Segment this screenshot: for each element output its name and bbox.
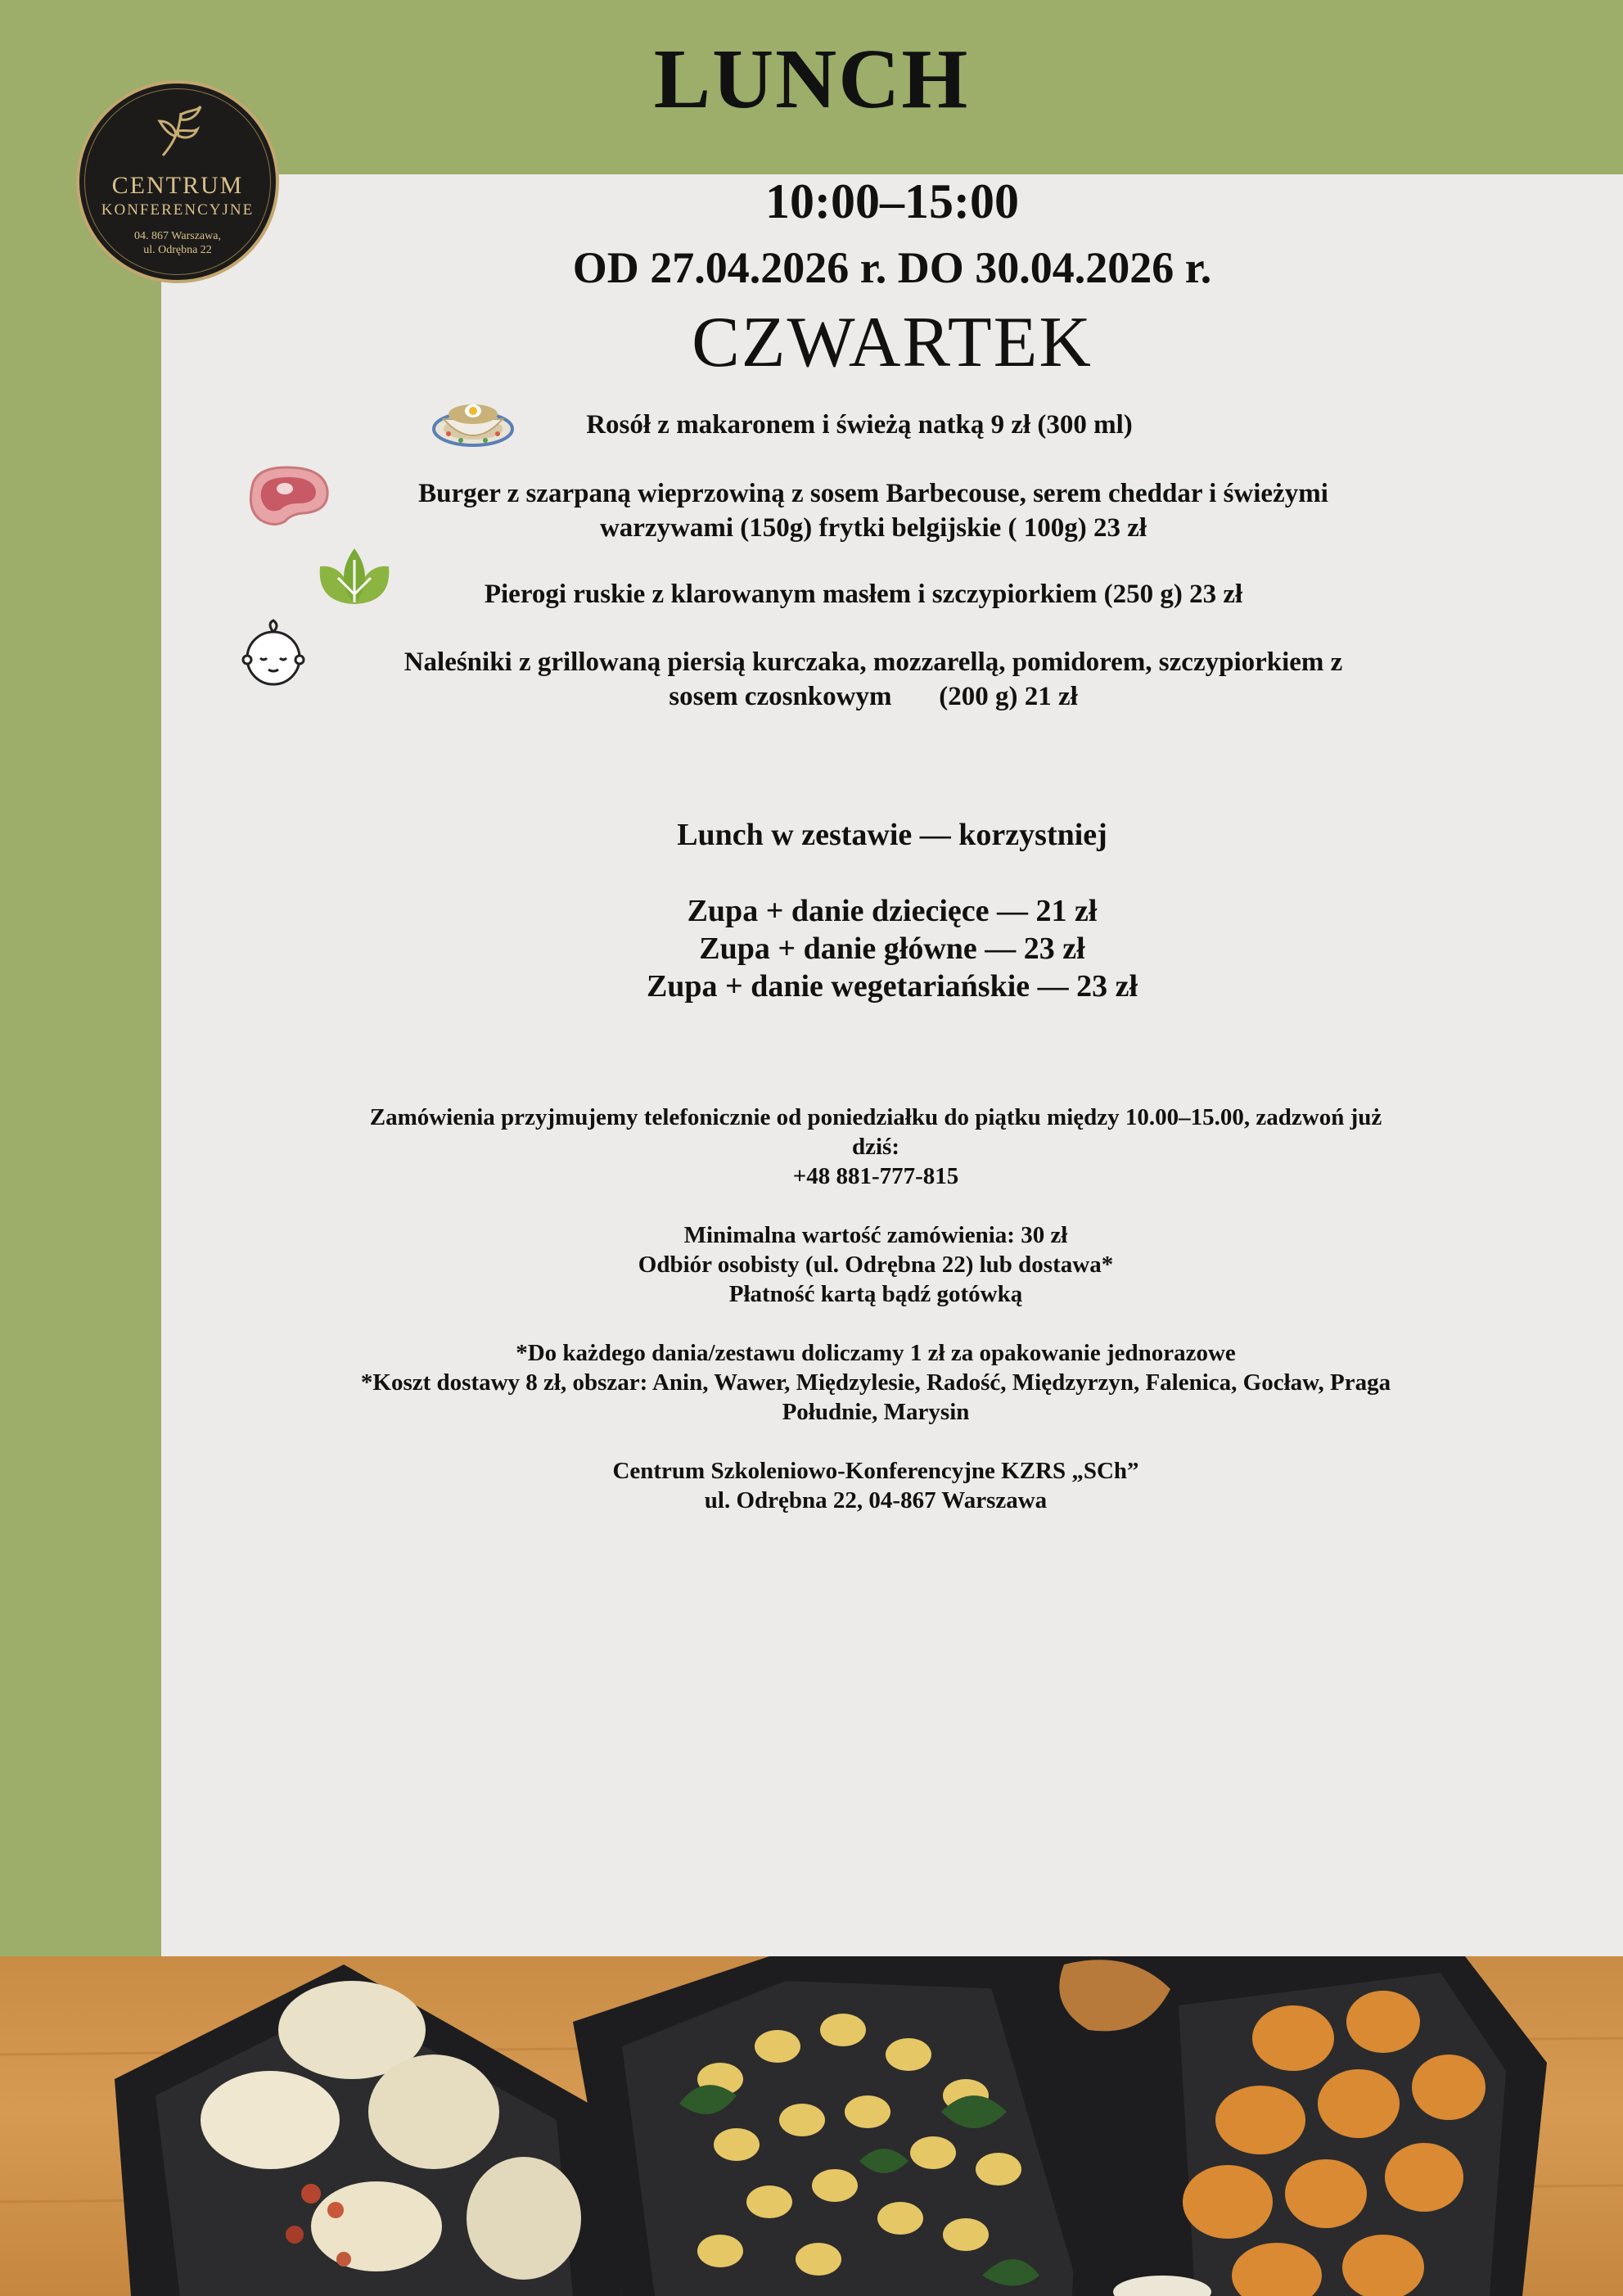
leaf-sprig-icon [156, 103, 205, 160]
delivery-note-line1: *Koszt dostawy 8 zł, obszar: Anin, Wawer, Międzylesie, Radość, Międzyrzyn, Falenica, Gocław, Praga [360, 1369, 1391, 1396]
delivery-note-line2: Południe, Marysin [782, 1399, 970, 1425]
order-hours-line2: dziś: [852, 1134, 899, 1160]
pierogi-container [115, 1964, 622, 2296]
pickup-info: Odbiór osobisty (ul. Odrębna 22) lub dostawa* [638, 1252, 1114, 1278]
food-containers-photo [0, 1956, 1623, 2296]
page-title: LUNCH [653, 32, 970, 126]
minimum-order: Minimalna wartość zamówienia: 30 zł [683, 1222, 1068, 1248]
sets-title: Lunch w zestawie — korzystniej [677, 818, 1107, 852]
payment-info: Płatność kartą bądź gotówką [728, 1281, 1023, 1307]
date-range: OD 27.04.2026 r. DO 30.04.2026 r. [572, 243, 1212, 292]
venue-address: ul. Odrębna 22, 04-867 Warszawa [704, 1487, 1048, 1513]
set-item-kids: Zupa + danie dziecięce — 21 zł [687, 894, 1098, 928]
meat-steak-icon [244, 462, 334, 530]
menu-item-soup [491, 408, 1228, 442]
menu-item-burger-line1: Burger z szarpaną wieprzowiną z sosem Barbecouse, serem cheddar i świeżymi [418, 479, 1328, 508]
sets-list [161, 892, 1623, 1005]
phone-number: +48 881-777-815 [792, 1163, 959, 1189]
menu-item-pierogi [393, 577, 1334, 611]
logo-name: CENTRUM [111, 172, 244, 199]
order-info [278, 1103, 1473, 1515]
left-band [0, 0, 161, 1956]
menu-item-burger-line2: warzywami (150g) frytki belgijskie ( 100g) 23 zł [599, 513, 1147, 543]
packaging-note: *Do każdego dania/zestawu doliczamy 1 zł za opakowanie jednorazowe [516, 1340, 1236, 1366]
set-item-main: Zupa + danie główne — 23 zł [699, 931, 1085, 966]
logo-address-line1: 04. 867 Warszawa, [134, 230, 221, 242]
order-hours-line1: Zamówienia przyjmujemy telefonicznie od poniedziałku do piątku między 10.00–15.00, zadzwoń już [369, 1104, 1382, 1130]
potatoes-container [982, 1956, 1547, 2296]
menu-item-pancakes-line1: Naleśniki z grillowaną piersią kurczaka, mozzarellą, pomidorem, szczypiorkiem z [403, 647, 1343, 677]
set-item-vegetarian: Zupa + danie wegetariańskie — 23 zł [646, 969, 1138, 1004]
menu-item-pancakes-line2: sosem czosnkowym (200 g) 21 zł [669, 682, 1078, 711]
day-of-week: CZWARTEK [692, 303, 1093, 382]
menu-item-burger [327, 476, 1419, 545]
venue-name: Centrum Szkoleniowo-Konferencyjne KZRS „SCh” [612, 1458, 1139, 1484]
logo-address-line2: ul. Odrębna 22 [143, 244, 212, 256]
green-leaves-icon [313, 545, 395, 607]
logo-subname: KONFERENCYJNE [101, 201, 255, 219]
menu-item-soup-text: Rosół z makaronem i świeżą natką 9 zł (300 ml) [586, 410, 1133, 440]
opening-hours: 10:00–15:00 [765, 174, 1019, 228]
menu-item-pancakes [295, 645, 1452, 714]
menu-item-pierogi-text: Pierogi ruskie z klarowanym masłem i szczypiorkiem (250 g) 23 zł [484, 580, 1243, 609]
